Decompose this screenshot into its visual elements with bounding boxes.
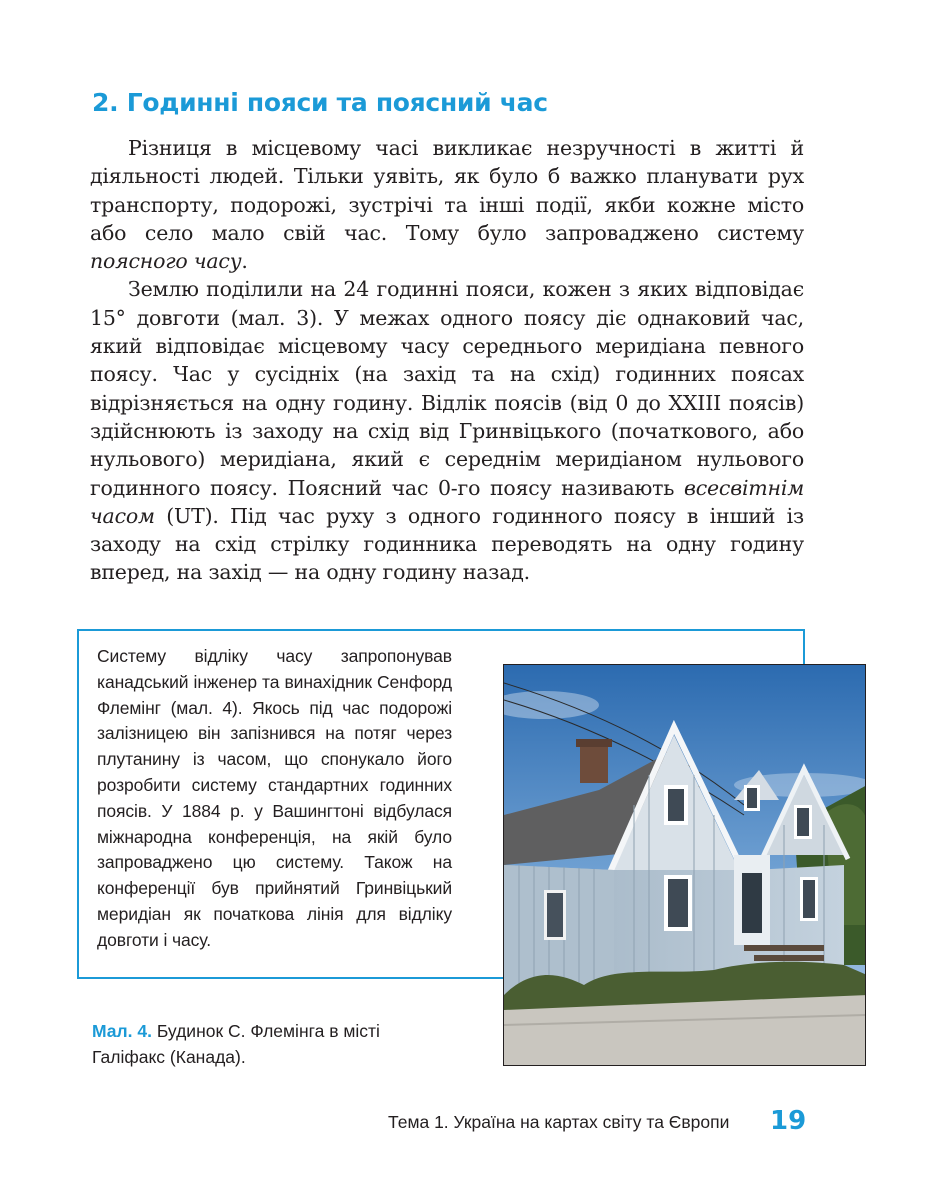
figure-caption-text: Будинок С. Флемінга в місті Галіфакс (Канада). (92, 1021, 380, 1067)
term: поясного часу (90, 249, 242, 274)
figure-caption (92, 1018, 392, 1070)
house-photo (503, 664, 866, 1066)
paragraph-text: . (241, 249, 248, 274)
info-box-text: Систему відліку часу запропонував канадський інженер та винахідник Сенфорд Флемінг (мал. 4). Якось під час подорожі залізницею він запізнився на потяг через плутанину із часом, що спонукало його розробити систему стандартних годинних поясів. У 1884 р. у Вашингтоні відбулася міжнародна конференція, на якій було запроваджено цю систему. Також на конференції був прийнятий Гринвіцький меридіан як початкова лінія для відліку довготи і часу. (97, 646, 452, 950)
paragraph (90, 134, 804, 275)
page-number: 19 (770, 1106, 807, 1136)
footer-topic: Тема 1. Україна на картах світу та Європи (388, 1112, 730, 1132)
paragraph (90, 275, 804, 586)
paragraph-text: Різниця в місцевому часі викликає незручності в житті й діяльності людей. Тільки уявіть, як було б важко планувати рух транспорту, подорожі, зустрічі та інші події, якби кожне місто або село мало свій час. Тому було запроваджено систему (90, 136, 804, 245)
term: всесвітнім часом (90, 475, 804, 528)
section-heading: 2. Годинні пояси та поясний час (92, 88, 548, 117)
paragraph-text: Землю поділили на 24 годинні пояси, кожен з яких відповідає 15° довготи (мал. 3). У межах одного поясу діє однаковий час, який відповідає місцевому часу середнього меридіана певного поясу. Час у сусідніх (на захід та на схід) годинних поясах відрізняється на одну годину. Відлік поясів (від 0 до XXIII поясів) здійснюють із заходу на схід від Гринвіцького (початкового, або нульового) меридіана, який є середнім меридіаном нульового годинного поясу. Поясний час 0-го поясу називають (90, 277, 804, 500)
main-text (90, 134, 804, 587)
info-box (97, 644, 452, 954)
paragraph-text: (UT). Під час руху з одного годинного поясу в інший із заходу на схід стрілку годинника переводять на одну годину вперед, на захід — на одну годину назад. (90, 503, 804, 585)
figure-label: Мал. 4. (92, 1021, 152, 1041)
